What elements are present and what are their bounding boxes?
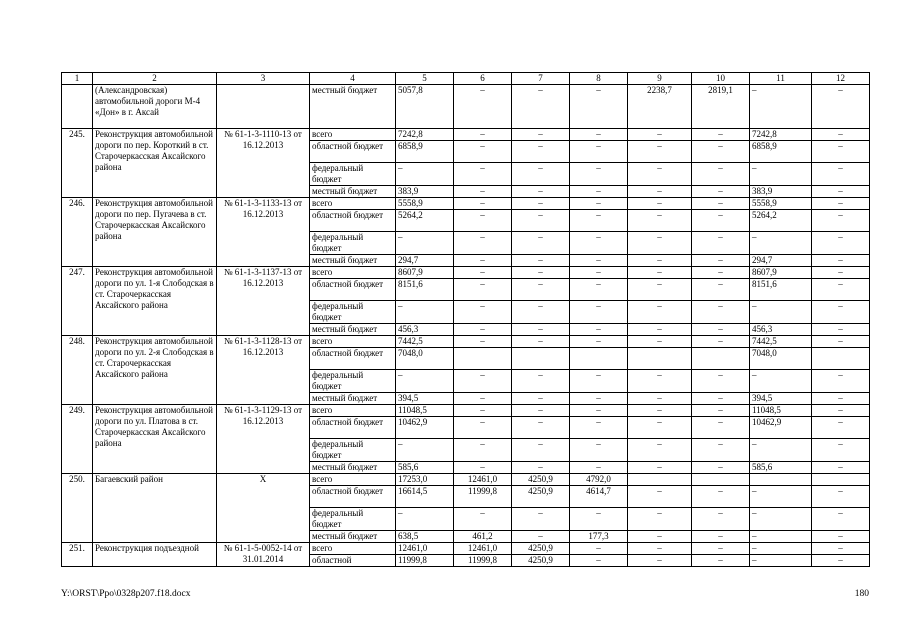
amount-cell: – bbox=[628, 267, 692, 279]
expertise-document: Х bbox=[217, 474, 310, 543]
amount-cell: – bbox=[454, 198, 512, 210]
amount-cell: – bbox=[512, 232, 570, 255]
amount-cell: – bbox=[692, 301, 750, 324]
table-row bbox=[62, 405, 870, 417]
funding-source: областной бюджет bbox=[310, 141, 396, 163]
amount-cell: – bbox=[570, 301, 628, 324]
amount-cell: – bbox=[750, 370, 812, 393]
amount-cell: – bbox=[454, 370, 512, 393]
file-path: Y:\ORST\Ppo\0328p207.f18.docx bbox=[61, 589, 191, 599]
amount-cell: – bbox=[628, 439, 692, 462]
amount-cell: – bbox=[692, 439, 750, 462]
amount-cell: – bbox=[396, 370, 454, 393]
amount-cell: – bbox=[812, 508, 870, 531]
amount-cell: – bbox=[750, 508, 812, 531]
amount-cell: – bbox=[692, 210, 750, 232]
amount-cell: – bbox=[454, 232, 512, 255]
amount-cell: 2819,1 bbox=[692, 85, 750, 129]
amount-cell: – bbox=[628, 232, 692, 255]
amount-cell: – bbox=[812, 198, 870, 210]
amount-cell: 8607,9 bbox=[396, 267, 454, 279]
amount-cell: 7242,8 bbox=[750, 129, 812, 141]
amount-cell: – bbox=[812, 405, 870, 417]
amount-cell: – bbox=[512, 370, 570, 393]
amount-cell: – bbox=[570, 508, 628, 531]
amount-cell: – bbox=[692, 198, 750, 210]
amount-cell: 4792,0 bbox=[570, 474, 628, 486]
table-body bbox=[62, 85, 870, 567]
amount-cell: 17253,0 bbox=[396, 474, 454, 486]
expertise-document bbox=[217, 85, 310, 129]
funding-source: местный бюджет bbox=[310, 186, 396, 198]
amount-cell: – bbox=[692, 417, 750, 439]
amount-cell: 7442,5 bbox=[750, 336, 812, 348]
amount-cell: – bbox=[396, 301, 454, 324]
funding-source: федеральный бюджет bbox=[310, 508, 396, 531]
funding-source: всего bbox=[310, 129, 396, 141]
amount-cell: – bbox=[628, 186, 692, 198]
amount-cell bbox=[692, 348, 750, 370]
amount-cell: 6858,9 bbox=[750, 141, 812, 163]
amount-cell: – bbox=[692, 232, 750, 255]
amount-cell: – bbox=[570, 324, 628, 336]
amount-cell: – bbox=[628, 301, 692, 324]
amount-cell: – bbox=[692, 163, 750, 186]
amount-cell: – bbox=[812, 336, 870, 348]
amount-cell: – bbox=[812, 417, 870, 439]
amount-cell: 16614,5 bbox=[396, 486, 454, 508]
amount-cell: – bbox=[454, 129, 512, 141]
amount-cell: – bbox=[454, 439, 512, 462]
table-row bbox=[62, 85, 870, 129]
amount-cell: – bbox=[512, 163, 570, 186]
page-number: 180 bbox=[854, 589, 869, 599]
amount-cell: 8607,9 bbox=[750, 267, 812, 279]
amount-cell: 12461,0 bbox=[454, 543, 512, 555]
funding-source: областной бюджет bbox=[310, 486, 396, 508]
amount-cell: – bbox=[750, 301, 812, 324]
amount-cell: 383,9 bbox=[396, 186, 454, 198]
amount-cell: – bbox=[692, 486, 750, 508]
amount-cell: 461,2 bbox=[454, 531, 512, 543]
amount-cell: – bbox=[628, 543, 692, 555]
amount-cell: – bbox=[812, 141, 870, 163]
amount-cell: – bbox=[570, 232, 628, 255]
amount-cell: – bbox=[454, 85, 512, 129]
funding-source: местный бюджет bbox=[310, 85, 396, 129]
column-number-10: 10 bbox=[692, 73, 750, 85]
amount-cell: – bbox=[570, 198, 628, 210]
amount-cell: – bbox=[454, 324, 512, 336]
column-number-8: 8 bbox=[570, 73, 628, 85]
amount-cell: – bbox=[512, 439, 570, 462]
amount-cell: 11048,5 bbox=[396, 405, 454, 417]
amount-cell: – bbox=[692, 129, 750, 141]
amount-cell: – bbox=[570, 141, 628, 163]
amount-cell: – bbox=[692, 393, 750, 405]
column-number-2: 2 bbox=[93, 73, 217, 85]
item-number: 247. bbox=[62, 267, 93, 336]
amount-cell: – bbox=[812, 232, 870, 255]
object-name: Багаевский район bbox=[93, 474, 217, 543]
amount-cell: 294,7 bbox=[750, 255, 812, 267]
amount-cell: – bbox=[812, 555, 870, 567]
funding-source: областной бюджет bbox=[310, 348, 396, 370]
amount-cell: – bbox=[512, 462, 570, 474]
amount-cell: 7442,5 bbox=[396, 336, 454, 348]
funding-source: федеральный бюджет bbox=[310, 301, 396, 324]
column-number-11: 11 bbox=[750, 73, 812, 85]
amount-cell: – bbox=[812, 129, 870, 141]
column-number-9: 9 bbox=[628, 73, 692, 85]
amount-cell: 5558,9 bbox=[396, 198, 454, 210]
funding-source: федеральный бюджет bbox=[310, 163, 396, 186]
amount-cell: – bbox=[570, 393, 628, 405]
object-name: (Александровская) автомобильной дороги М-4 «Дон» в г. Аксай bbox=[93, 85, 217, 129]
amount-cell: 4250,9 bbox=[512, 555, 570, 567]
funding-source: местный бюджет bbox=[310, 324, 396, 336]
amount-cell: 6858,9 bbox=[396, 141, 454, 163]
amount-cell: – bbox=[570, 210, 628, 232]
expertise-document: № 61-1-3-1129-13 от 16.12.2013 bbox=[217, 405, 310, 474]
amount-cell: – bbox=[512, 210, 570, 232]
amount-cell: 394,5 bbox=[396, 393, 454, 405]
amount-cell: – bbox=[454, 301, 512, 324]
funding-source: областной бюджет bbox=[310, 279, 396, 301]
amount-cell: – bbox=[812, 267, 870, 279]
amount-cell: – bbox=[628, 163, 692, 186]
amount-cell: – bbox=[812, 163, 870, 186]
object-name: Реконструкция автомобильной дороги по пер. Короткий в ст. Старочеркасская Аксайского района bbox=[93, 129, 217, 198]
amount-cell bbox=[570, 348, 628, 370]
amount-cell: – bbox=[628, 486, 692, 508]
amount-cell: – bbox=[570, 543, 628, 555]
amount-cell bbox=[512, 348, 570, 370]
amount-cell: – bbox=[512, 85, 570, 129]
amount-cell: – bbox=[628, 336, 692, 348]
object-name: Реконструкция автомобильной дороги по ул. 1-я Слободская в ст. Старочеркасская Аксайского района bbox=[93, 267, 217, 336]
amount-cell: – bbox=[692, 531, 750, 543]
expertise-document: № 61-1-3-1137-13 от 16.12.2013 bbox=[217, 267, 310, 336]
amount-cell: – bbox=[812, 486, 870, 508]
amount-cell: – bbox=[692, 324, 750, 336]
amount-cell: 2238,7 bbox=[628, 85, 692, 129]
budget-table bbox=[61, 72, 870, 567]
amount-cell: – bbox=[512, 186, 570, 198]
item-number bbox=[62, 85, 93, 129]
amount-cell: – bbox=[628, 417, 692, 439]
amount-cell: – bbox=[692, 141, 750, 163]
amount-cell: – bbox=[628, 129, 692, 141]
funding-source: местный бюджет bbox=[310, 531, 396, 543]
amount-cell: – bbox=[692, 462, 750, 474]
amount-cell: 10462,9 bbox=[750, 417, 812, 439]
amount-cell: 585,6 bbox=[750, 462, 812, 474]
amount-cell: 7048,0 bbox=[750, 348, 812, 370]
amount-cell: – bbox=[812, 439, 870, 462]
amount-cell: – bbox=[512, 531, 570, 543]
amount-cell: – bbox=[512, 141, 570, 163]
amount-cell: – bbox=[396, 439, 454, 462]
amount-cell: – bbox=[570, 336, 628, 348]
table-row bbox=[62, 543, 870, 555]
amount-cell: – bbox=[628, 198, 692, 210]
amount-cell bbox=[750, 474, 812, 486]
amount-cell: – bbox=[692, 543, 750, 555]
amount-cell bbox=[628, 348, 692, 370]
amount-cell: 11999,8 bbox=[454, 486, 512, 508]
amount-cell: – bbox=[812, 85, 870, 129]
funding-source: федеральный бюджет bbox=[310, 439, 396, 462]
amount-cell: – bbox=[570, 555, 628, 567]
amount-cell: – bbox=[396, 163, 454, 186]
column-number-12: 12 bbox=[812, 73, 870, 85]
column-number-3: 3 bbox=[217, 73, 310, 85]
expertise-document: № 61-1-3-1110-13 от 16.12.2013 bbox=[217, 129, 310, 198]
amount-cell bbox=[454, 348, 512, 370]
table-row bbox=[62, 129, 870, 141]
funding-source: областной bbox=[310, 555, 396, 567]
object-name: Реконструкция автомобильной дороги по ул. Платова в ст. Старочеркасская Аксайского района bbox=[93, 405, 217, 474]
funding-source: всего bbox=[310, 336, 396, 348]
amount-cell: – bbox=[454, 336, 512, 348]
amount-cell bbox=[812, 474, 870, 486]
amount-cell: 11999,8 bbox=[396, 555, 454, 567]
amount-cell: 456,3 bbox=[750, 324, 812, 336]
amount-cell: – bbox=[628, 508, 692, 531]
amount-cell: – bbox=[812, 462, 870, 474]
item-number: 245. bbox=[62, 129, 93, 198]
amount-cell: – bbox=[512, 508, 570, 531]
amount-cell: 5558,9 bbox=[750, 198, 812, 210]
amount-cell: – bbox=[692, 508, 750, 531]
object-name: Реконструкция подъездной bbox=[93, 543, 217, 567]
table-row bbox=[62, 198, 870, 210]
amount-cell: – bbox=[628, 279, 692, 301]
funding-source: местный бюджет bbox=[310, 462, 396, 474]
amount-cell: – bbox=[570, 85, 628, 129]
amount-cell: 5264,2 bbox=[750, 210, 812, 232]
amount-cell: 5057,8 bbox=[396, 85, 454, 129]
amount-cell: – bbox=[692, 555, 750, 567]
amount-cell: – bbox=[454, 186, 512, 198]
amount-cell: – bbox=[750, 85, 812, 129]
amount-cell: 456,3 bbox=[396, 324, 454, 336]
amount-cell: – bbox=[628, 531, 692, 543]
amount-cell: – bbox=[692, 255, 750, 267]
amount-cell: – bbox=[750, 232, 812, 255]
funding-source: областной бюджет bbox=[310, 417, 396, 439]
amount-cell: – bbox=[570, 405, 628, 417]
amount-cell: – bbox=[570, 186, 628, 198]
item-number: 250. bbox=[62, 474, 93, 543]
amount-cell: 8151,6 bbox=[396, 279, 454, 301]
amount-cell: – bbox=[570, 267, 628, 279]
amount-cell: – bbox=[454, 141, 512, 163]
amount-cell: – bbox=[812, 324, 870, 336]
amount-cell: 294,7 bbox=[396, 255, 454, 267]
funding-source: федеральный бюджет bbox=[310, 232, 396, 255]
amount-cell: – bbox=[570, 163, 628, 186]
amount-cell: – bbox=[628, 210, 692, 232]
item-number: 246. bbox=[62, 198, 93, 267]
amount-cell: – bbox=[512, 417, 570, 439]
amount-cell: – bbox=[750, 531, 812, 543]
amount-cell: – bbox=[812, 393, 870, 405]
amount-cell: – bbox=[692, 279, 750, 301]
amount-cell: – bbox=[750, 486, 812, 508]
amount-cell: – bbox=[454, 267, 512, 279]
amount-cell: – bbox=[692, 186, 750, 198]
funding-source: всего bbox=[310, 405, 396, 417]
funding-source: всего bbox=[310, 267, 396, 279]
amount-cell: – bbox=[628, 405, 692, 417]
amount-cell: – bbox=[692, 336, 750, 348]
column-number-4: 4 bbox=[310, 73, 396, 85]
amount-cell: – bbox=[750, 439, 812, 462]
amount-cell: 4250,9 bbox=[512, 474, 570, 486]
amount-cell: 12461,0 bbox=[454, 474, 512, 486]
amount-cell: 5264,2 bbox=[396, 210, 454, 232]
amount-cell: 383,9 bbox=[750, 186, 812, 198]
amount-cell: – bbox=[454, 508, 512, 531]
amount-cell: 7048,0 bbox=[396, 348, 454, 370]
amount-cell: – bbox=[628, 393, 692, 405]
amount-cell: – bbox=[570, 255, 628, 267]
column-number-6: 6 bbox=[454, 73, 512, 85]
amount-cell: – bbox=[570, 370, 628, 393]
amount-cell: 4614,7 bbox=[570, 486, 628, 508]
amount-cell: – bbox=[396, 508, 454, 531]
amount-cell: – bbox=[454, 163, 512, 186]
amount-cell: – bbox=[570, 129, 628, 141]
amount-cell: – bbox=[512, 405, 570, 417]
amount-cell: – bbox=[454, 417, 512, 439]
expertise-document: № 61-1-3-1133-13 от 16.12.2013 bbox=[217, 198, 310, 267]
amount-cell: 11999,8 bbox=[454, 555, 512, 567]
amount-cell: 4250,9 bbox=[512, 486, 570, 508]
amount-cell: – bbox=[750, 543, 812, 555]
item-number: 249. bbox=[62, 405, 93, 474]
amount-cell: – bbox=[692, 267, 750, 279]
funding-source: всего bbox=[310, 198, 396, 210]
amount-cell: – bbox=[512, 129, 570, 141]
amount-cell: – bbox=[812, 301, 870, 324]
amount-cell: – bbox=[454, 210, 512, 232]
table-row bbox=[62, 267, 870, 279]
amount-cell: 638,5 bbox=[396, 531, 454, 543]
amount-cell: 177,3 bbox=[570, 531, 628, 543]
column-number-row bbox=[62, 73, 870, 85]
object-name: Реконструкция автомобильной дороги по пер. Пугачева в ст. Старочеркасская Аксайского района bbox=[93, 198, 217, 267]
amount-cell: – bbox=[750, 555, 812, 567]
table-row bbox=[62, 336, 870, 348]
amount-cell: – bbox=[812, 543, 870, 555]
amount-cell: – bbox=[812, 210, 870, 232]
amount-cell: – bbox=[570, 462, 628, 474]
amount-cell: – bbox=[628, 141, 692, 163]
amount-cell: – bbox=[812, 255, 870, 267]
amount-cell: – bbox=[512, 267, 570, 279]
amount-cell: – bbox=[454, 462, 512, 474]
expertise-document: № 61-1-5-0052-14 от 31.01.2014 bbox=[217, 543, 310, 567]
amount-cell: 10462,9 bbox=[396, 417, 454, 439]
funding-source: федеральный бюджет bbox=[310, 370, 396, 393]
amount-cell: – bbox=[512, 324, 570, 336]
amount-cell: – bbox=[512, 393, 570, 405]
amount-cell bbox=[812, 348, 870, 370]
funding-source: местный бюджет bbox=[310, 255, 396, 267]
amount-cell: – bbox=[812, 370, 870, 393]
funding-source: местный бюджет bbox=[310, 393, 396, 405]
amount-cell: – bbox=[454, 405, 512, 417]
amount-cell: – bbox=[454, 255, 512, 267]
column-number-7: 7 bbox=[512, 73, 570, 85]
amount-cell: – bbox=[628, 462, 692, 474]
amount-cell: 7242,8 bbox=[396, 129, 454, 141]
funding-source: областной бюджет bbox=[310, 210, 396, 232]
amount-cell: – bbox=[570, 279, 628, 301]
amount-cell: – bbox=[692, 370, 750, 393]
item-number: 248. bbox=[62, 336, 93, 405]
amount-cell: – bbox=[628, 324, 692, 336]
amount-cell: – bbox=[628, 255, 692, 267]
amount-cell: – bbox=[512, 198, 570, 210]
object-name: Реконструкция автомобильной дороги по ул. 2-я Слободская в ст. Старочеркасская Аксайского района bbox=[93, 336, 217, 405]
amount-cell: – bbox=[454, 279, 512, 301]
amount-cell: – bbox=[570, 439, 628, 462]
amount-cell: 585,6 bbox=[396, 462, 454, 474]
amount-cell: – bbox=[812, 531, 870, 543]
item-number: 251. bbox=[62, 543, 93, 567]
amount-cell: – bbox=[512, 301, 570, 324]
amount-cell: – bbox=[512, 279, 570, 301]
amount-cell: – bbox=[396, 232, 454, 255]
expertise-document: № 61-1-3-1128-13 от 16.12.2013 bbox=[217, 336, 310, 405]
amount-cell: – bbox=[750, 163, 812, 186]
amount-cell: – bbox=[512, 336, 570, 348]
amount-cell: 11048,5 bbox=[750, 405, 812, 417]
amount-cell: – bbox=[812, 279, 870, 301]
amount-cell bbox=[692, 474, 750, 486]
amount-cell: 12461,0 bbox=[396, 543, 454, 555]
amount-cell: 394,5 bbox=[750, 393, 812, 405]
table-row bbox=[62, 474, 870, 486]
amount-cell bbox=[628, 474, 692, 486]
funding-source: всего bbox=[310, 543, 396, 555]
amount-cell: – bbox=[512, 255, 570, 267]
amount-cell: – bbox=[692, 405, 750, 417]
column-number-5: 5 bbox=[396, 73, 454, 85]
amount-cell: – bbox=[628, 555, 692, 567]
amount-cell: – bbox=[454, 393, 512, 405]
column-number-1: 1 bbox=[62, 73, 93, 85]
amount-cell: – bbox=[812, 186, 870, 198]
amount-cell: 8151,6 bbox=[750, 279, 812, 301]
amount-cell: 4250,9 bbox=[512, 543, 570, 555]
funding-source: всего bbox=[310, 474, 396, 486]
amount-cell: – bbox=[628, 370, 692, 393]
amount-cell: – bbox=[570, 417, 628, 439]
